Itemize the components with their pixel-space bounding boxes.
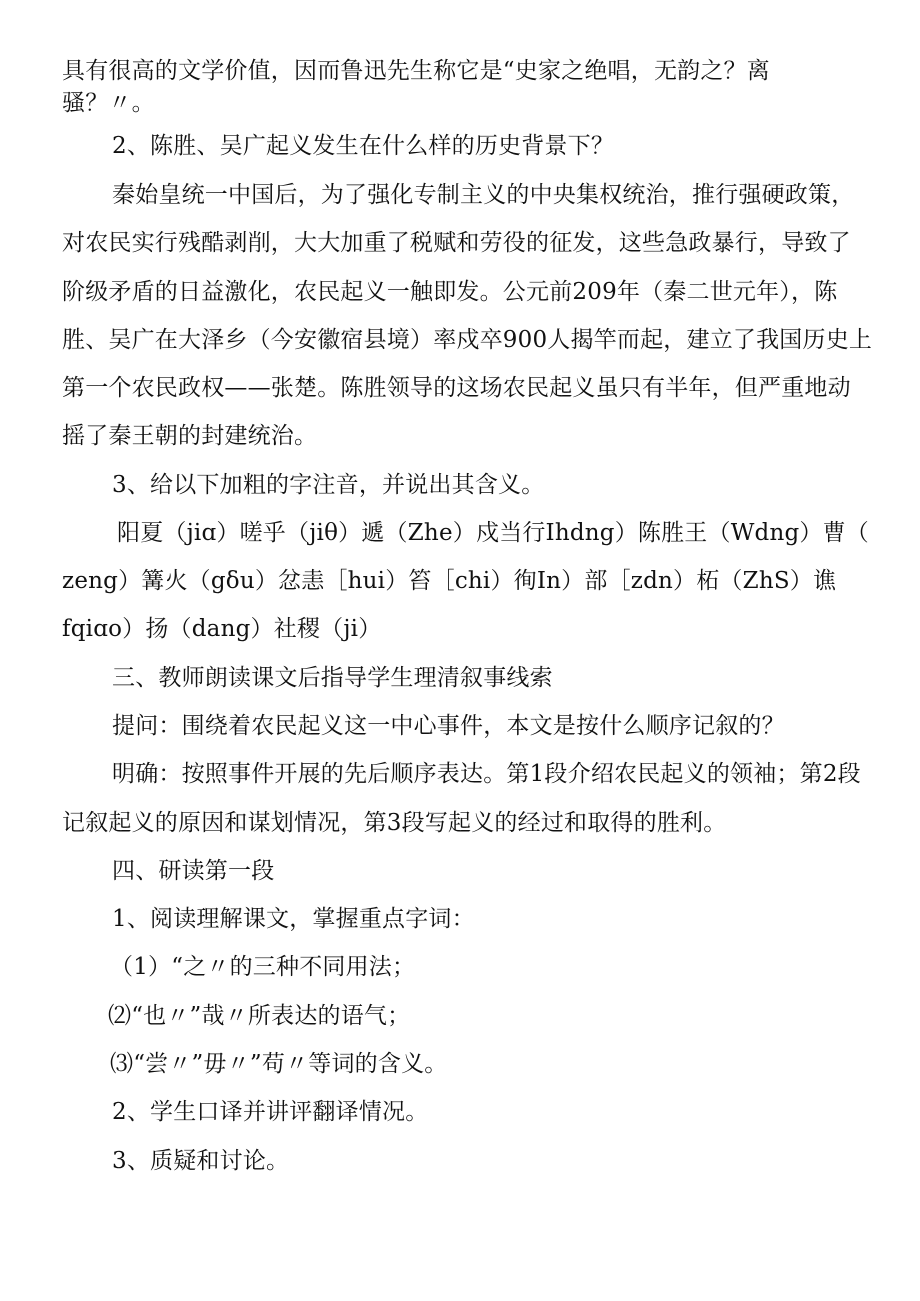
text-line: 阶级矛盾的日益激化，农民起义一触即发。公元前209年（秦二世元年），陈 xyxy=(62,279,838,305)
text-line: 胜、吴广在大泽乡（今安徽宿县境）率戍卒900人揭竿而起，建立了我国历史上 xyxy=(62,327,873,353)
sub-list-item: ⑵“也〃”哉〃所表达的语气； xyxy=(108,1003,411,1029)
text-line: 提问：围绕着农民起义这一中心事件，本文是按什么顺序记叙的？ xyxy=(112,713,785,739)
pronunciation-line: zeng）篝火（gδu）忿恚［hui）笞［chi）徇In）部［zdn）柘（ZhS）谯 xyxy=(62,568,837,594)
list-item: 3、质疑和讨论。 xyxy=(112,1148,290,1174)
sub-list-item: ⑶“尝〃”毋〃”苟〃等词的含义。 xyxy=(110,1051,448,1077)
pronunciation-line: 阳夏（jiɑ）嗟乎（jiθ）遞（Zhe）戍当行Ihdng）陈胜王（Wdng）曹（ xyxy=(117,520,870,546)
text-line: 明确：按照事件开展的先后顺序表达。第1段介绍农民起义的领袖；第2段 xyxy=(112,761,861,787)
text-line: 具有很高的文学价值，因而鲁迅先生称它是“史家之绝唱，无韵之？离 xyxy=(62,58,770,84)
text-line: 摇了秦王朝的封建统治。 xyxy=(62,423,318,449)
text-line: 秦始皇统一中国后，为了强化专制主义的中央集权统治，推行强硬政策， xyxy=(112,182,855,208)
list-item: 2、学生口译并讲评翻译情况。 xyxy=(112,1099,429,1125)
section-heading: 四、研读第一段 xyxy=(112,858,275,884)
section-heading: 三、教师朗读课文后指导学生理清叙事线索 xyxy=(112,665,553,691)
question-heading: 2、陈胜、吴广起义发生在什么样的历史背景下？ xyxy=(112,133,615,159)
list-item: 1、阅读理解课文，掌握重点字词： xyxy=(112,906,475,932)
sub-list-item: （1）“之〃的三种不同用法； xyxy=(110,954,416,980)
pronunciation-line: fqiɑo）扬（dang）社稷（ji） xyxy=(62,616,382,642)
text-line: 第一个农民政权——张楚。陈胜领导的这场农民起义虽只有半年，但严重地动 xyxy=(62,375,851,401)
text-line: 骚？〃。 xyxy=(62,90,155,116)
question-heading: 3、给以下加粗的字注音，并说出其含义。 xyxy=(112,472,545,498)
text-line: 记叙起义的原因和谋划情况，第3段写起义的经过和取得的胜利。 xyxy=(62,810,727,836)
text-line: 对农民实行残酷剥削，大大加重了税赋和劳役的征发，这些急政暴行，导致了 xyxy=(62,230,851,256)
